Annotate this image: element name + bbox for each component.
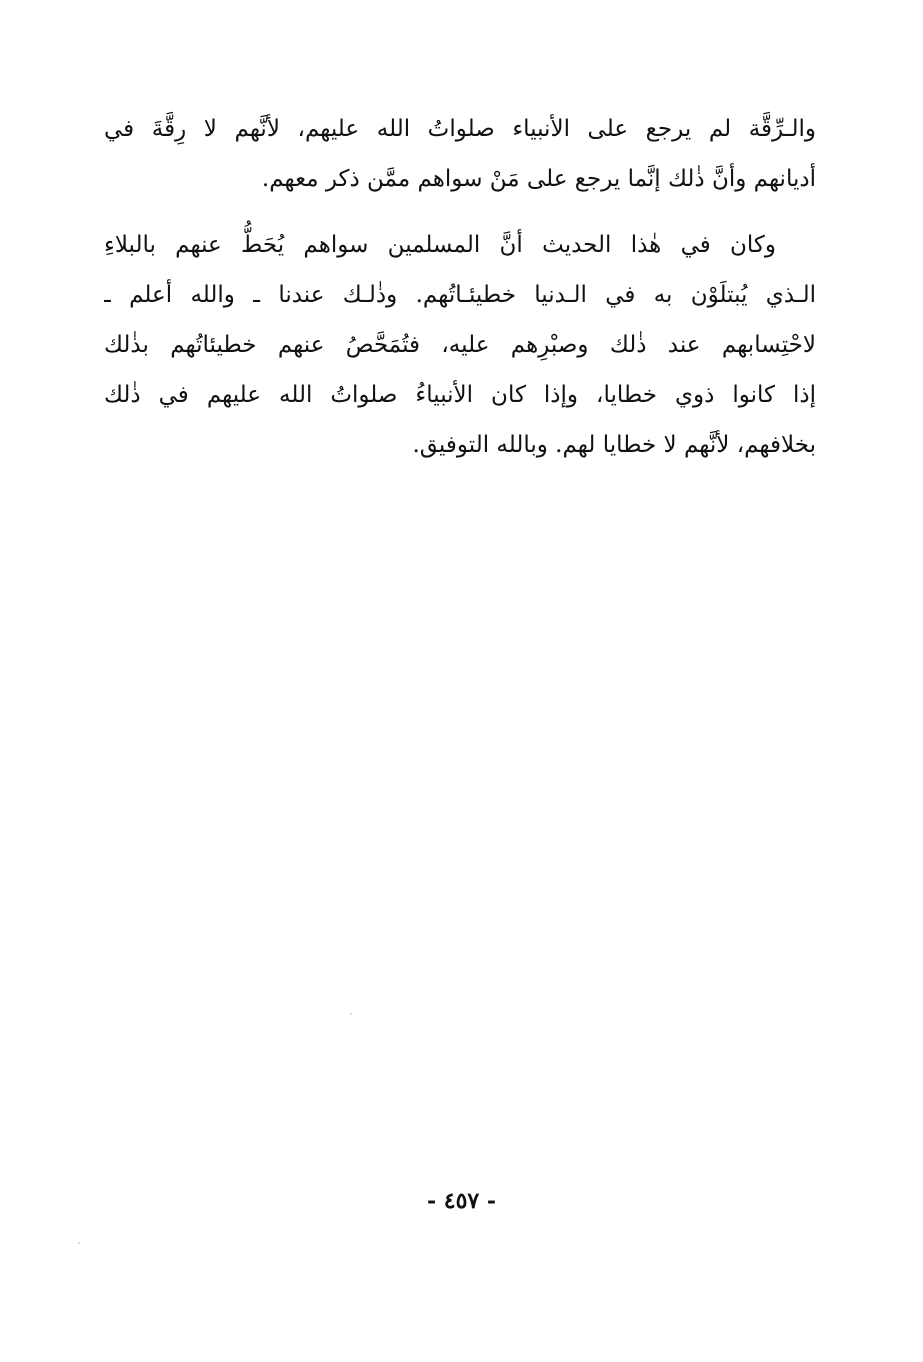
text-line: لاحْتِسابهم عند ذٰلك وصبْرِهم عليه، فتُمَحَّصُ عنهم خطيئاتُهم بذٰلك [104,332,816,358]
paragraph-1 [104,104,816,204]
text-line: وكان في هٰذا الحديث أنَّ المسلمين سواهم يُحَطُّ عنهم بالبلاءِ [104,232,776,258]
scan-speck [350,1013,352,1015]
scan-speck [78,1242,80,1244]
paragraph-2 [104,220,816,470]
body-text [104,104,816,470]
text-line: الـذي يُبتلَوْن به في الـدنيا خطيئـاتُهم. وذٰلـك عندنا ـ والله أعلم ـ [104,282,816,308]
text-line: أديانهم وأنَّ ذٰلك إنَّما يرجع على مَنْ سواهم ممَّن ذكر معهم. [261,166,816,192]
text-line: إذا كانوا ذوي خطايا، وإذا كان الأنبياءُ صلواتُ الله عليهم في ذٰلك [104,382,816,408]
text-line: بخلافهم، لأنَّهم لا خطايا لهم. وبالله التوفيق. [412,432,816,458]
page-number: - ٤٥٧ - [426,1188,497,1214]
text-line: والـرِّقَّة لم يرجع على الأنبياء صلواتُ الله عليهم، لأنَّهم لا رِقَّةَ في [104,116,816,142]
